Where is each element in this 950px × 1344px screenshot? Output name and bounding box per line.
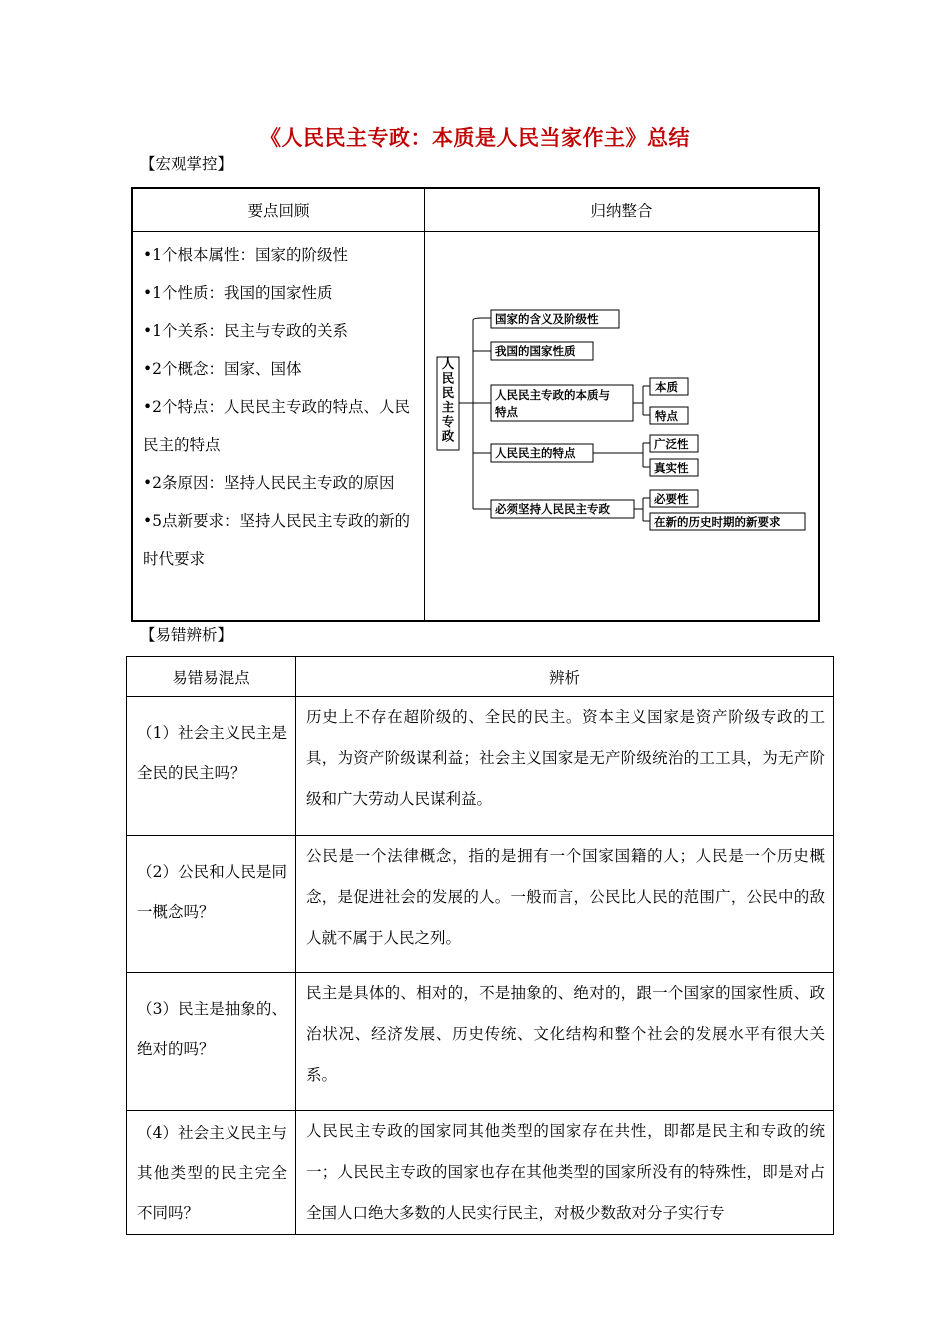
mindmap-sub-broad: 广泛性 [654, 437, 689, 451]
errors-header-point: 易错易混点 [127, 657, 296, 697]
mindmap-branch-uphold: 必须坚持人民民主专政 [495, 502, 610, 516]
mindmap-sub-necessity: 必要性 [654, 492, 689, 506]
table-row [127, 836, 834, 973]
mindmap-branch-essence: 人民民主专政的本质与 [495, 388, 610, 402]
mindmap-root: 人民民主专政 [441, 356, 455, 444]
error-question: （1）社会主义民主是全民的民主吗？ [127, 697, 296, 836]
error-analysis: 公民是一个法律概念，指的是拥有一个国家国籍的人；人民是一个历史概念，是促进社会的发展的人。一般而言，公民比人民的范围广，公民中的敌人就不属于人民之列。 [296, 836, 834, 973]
error-question: （3）民主是抽象的、绝对的吗？ [127, 973, 296, 1111]
mindmap-sub-real: 真实性 [654, 461, 689, 475]
mindmap-cell [425, 232, 820, 622]
key-point: •1个性质：我国的国家性质 [143, 284, 333, 302]
mindmap-sub-new-requirements: 在新的历史时期的新要求 [654, 515, 781, 529]
error-question: （4）社会主义民主与其他类型的民主完全不同吗？ [127, 1111, 296, 1235]
mindmap-diagram [425, 232, 817, 618]
key-point: •1个关系：民主与专政的关系 [143, 322, 349, 340]
key-points-cell [132, 232, 425, 622]
section-label-errors: 【易错辨析】 [140, 626, 234, 644]
error-analysis: 历史上不存在超阶级的、全民的民主。资本主义国家是资产阶级专政的工具，为资产阶级谋利益；社会主义国家是无产阶级统治的工工具，为无产阶级和广大劳动人民谋利益。 [296, 697, 834, 836]
mindmap-branch-democracy: 人民民主的特点 [495, 446, 576, 460]
key-point: •2个特点：人民民主专政的特点、人民民主的特点 [143, 398, 411, 454]
overview-table [131, 187, 820, 622]
table-row [127, 697, 834, 836]
mindmap-sub-features: 特点 [655, 409, 678, 423]
error-question: （2）公民和人民是同一概念吗？ [127, 836, 296, 973]
overview-header-summary: 归纳整合 [425, 188, 820, 232]
table-row [127, 1111, 834, 1235]
table-row [127, 973, 834, 1111]
page-title: 《人民民主专政：本质是人民当家作主》总结 [260, 126, 690, 150]
key-point: •1个根本属性：国家的阶级性 [143, 246, 349, 264]
error-analysis: 民主是具体的、相对的，不是抽象的、绝对的，跟一个国家的国家性质、政治状况、经济发展、历史传统、文化结构和整个社会的发展水平有很大关系。 [296, 973, 834, 1111]
errors-table [126, 656, 834, 1235]
section-label-overview: 【宏观掌控】 [140, 155, 234, 173]
key-point: •2个概念：国家、国体 [143, 360, 302, 378]
error-analysis: 人民民主专政的国家同其他类型的国家存在共性，即都是民主和专政的统一；人民民主专政的国家也存在其他类型的国家所没有的特殊性，即是对占全国人口绝大多数的人民实行民主，对极少数敌对分子实行专 [296, 1111, 834, 1235]
key-point: •5点新要求：坚持人民民主专政的新的时代要求 [143, 512, 411, 568]
mindmap-branch-essence-line2: 特点 [495, 405, 518, 419]
key-point: •2条原因：坚持人民民主专政的原因 [143, 474, 395, 492]
mindmap-branch-nature: 我国的国家性质 [495, 344, 576, 358]
overview-header-points: 要点回顾 [132, 188, 425, 232]
mindmap-branch-state: 国家的含义及阶级性 [495, 312, 599, 326]
mindmap-sub-essence: 本质 [655, 380, 678, 394]
errors-header-analysis: 辨析 [296, 657, 834, 697]
